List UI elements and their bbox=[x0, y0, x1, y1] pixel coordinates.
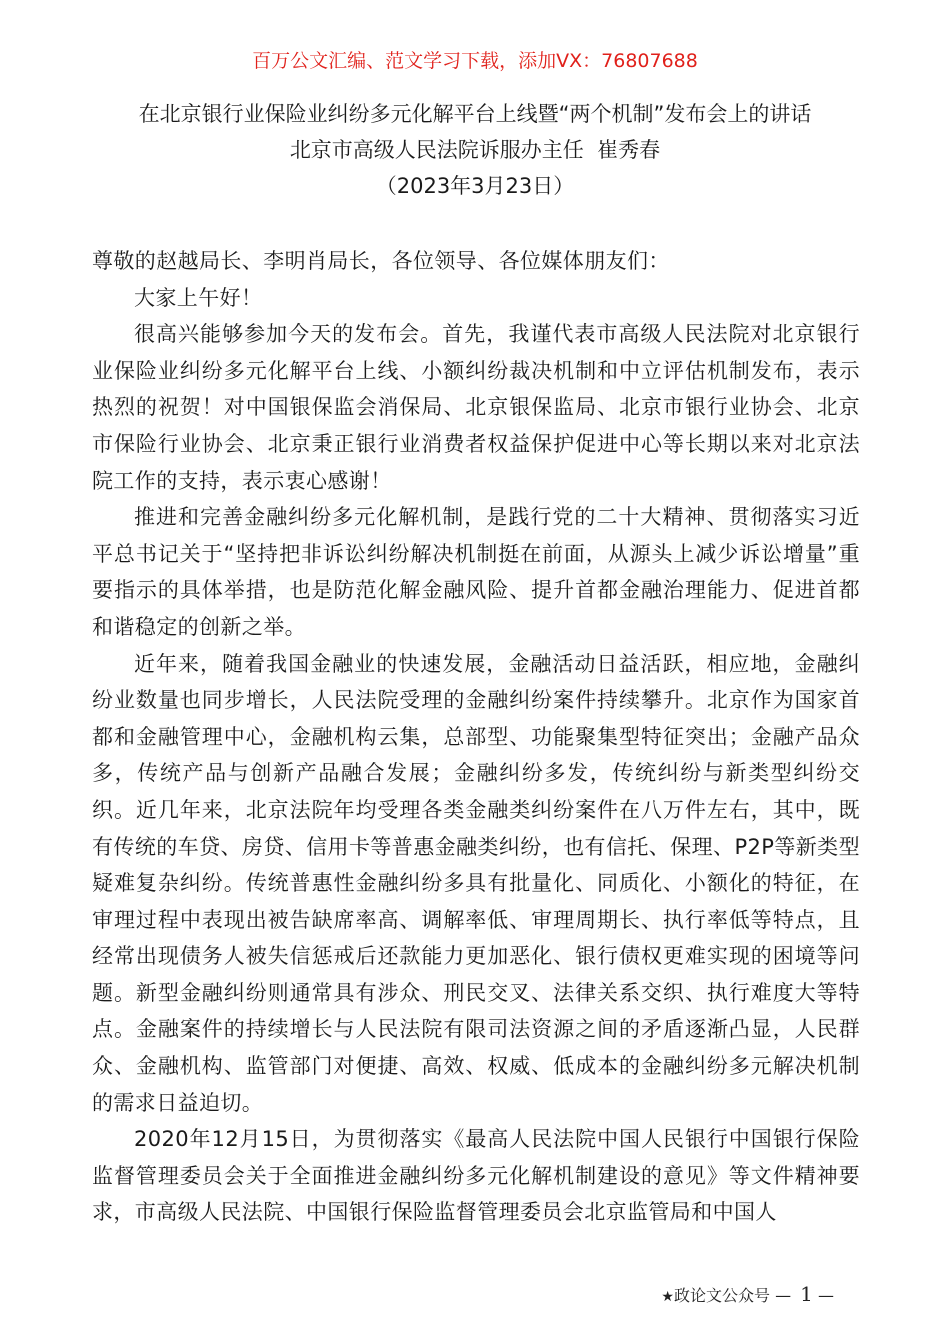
page-number: 1 bbox=[800, 1282, 813, 1306]
paragraph-4: 2020年12月15日，为贯彻落实《最高人民法院中国人民银行中国银行保险监督管理委员会关于全面推进金融纠纷多元化解机制建设的意见》等文件精神要求，市高级人民法院、中国银行保险监督管理委员会北京监管局和中国人 bbox=[92, 1127, 860, 1225]
salutation: 尊敬的赵越局长、李明肖局长，各位领导、各位媒体朋友们： bbox=[92, 249, 670, 273]
speech-date: （2023年3月23日） bbox=[375, 174, 575, 198]
speaker-line: 北京市高级人民法院诉服办主任 崔秀春 bbox=[289, 138, 661, 162]
promo-banner: 百万公文汇编、范文学习下载，添加VX：76807688 bbox=[252, 50, 698, 72]
footer-dash-right: — bbox=[818, 1286, 834, 1305]
paragraph-1: 很高兴能够参加今天的发布会。首先，我谨代表市高级人民法院对北京银行业保险业纠纷多元化解平台上线、小额纠纷裁决机制和中立评估机制发布，表示热烈的祝贺！对中国银保监会消保局、北京银保监局、北京市银行业协会、北京市保险行业协会、北京秉正银行业消费者权益保护促进中心等长期以来对北京法院工作的支持，表示衷心感谢！ bbox=[92, 322, 860, 493]
paragraph-3: 近年来，随着我国金融业的快速发展，金融活动日益活跃，相应地，金融纠纷业数量也同步增长，人民法院受理的金融纠纷案件持续攀升。北京作为国家首都和金融管理中心，金融机构云集，总部型、功能聚集型特征突出；金融产品众多，传统产品与创新产品融合发展；金融纠纷多发，传统纠纷与新类型纠纷交织。近几年来，北京法院年均受理各类金融类纠纷案件在八万件左右，其中，既有传统的车贷、房贷、信用卡等普惠金融类纠纷，也有信托、保理、P2P等新类型疑难复杂纠纷。传统普惠性金融纠纷多具有批量化、同质化、小额化的特征，在审理过程中表现出被告缺席率高、调解率低、审理周期长、执行率低等特点，且经常出现债务人被失信惩戒后还款能力更加恶化、银行债权更难实现的困境等问题。新型金融纠纷则通常具有涉众、刑民交叉、法律关系交织、执行难度大等特点。金融案件的持续增长与人民法院有限司法资源之间的矛盾逐渐凸显，人民群众、金融机构、监管部门对便捷、高效、权威、低成本的金融纠纷多元解决机制的需求日益迫切。 bbox=[92, 651, 860, 1115]
title-block bbox=[0, 96, 950, 204]
footer-label: 政论文公众号 bbox=[673, 1286, 770, 1305]
paragraph-greeting: 大家上午好！ bbox=[134, 285, 263, 310]
speech-title: 在北京银行业保险业纠纷多元化解平台上线暨“两个机制”发布会上的讲话 bbox=[138, 102, 812, 126]
footer-dash-left: — bbox=[775, 1286, 792, 1305]
star-icon: ★ bbox=[661, 1289, 674, 1305]
paragraph-2: 推进和完善金融纠纷多元化解机制，是践行党的二十大精神、贯彻落实习近平总书记关于“坚持把非诉讼纠纷解决机制挺在前面，从源头上减少诉讼增量”重要指示的具体举措，也是防范化解金融风险、提升首都金融治理能力、促进首都和谐稳定的创新之举。 bbox=[92, 505, 860, 639]
speech-body bbox=[92, 243, 860, 1231]
page-footer bbox=[661, 1282, 834, 1306]
